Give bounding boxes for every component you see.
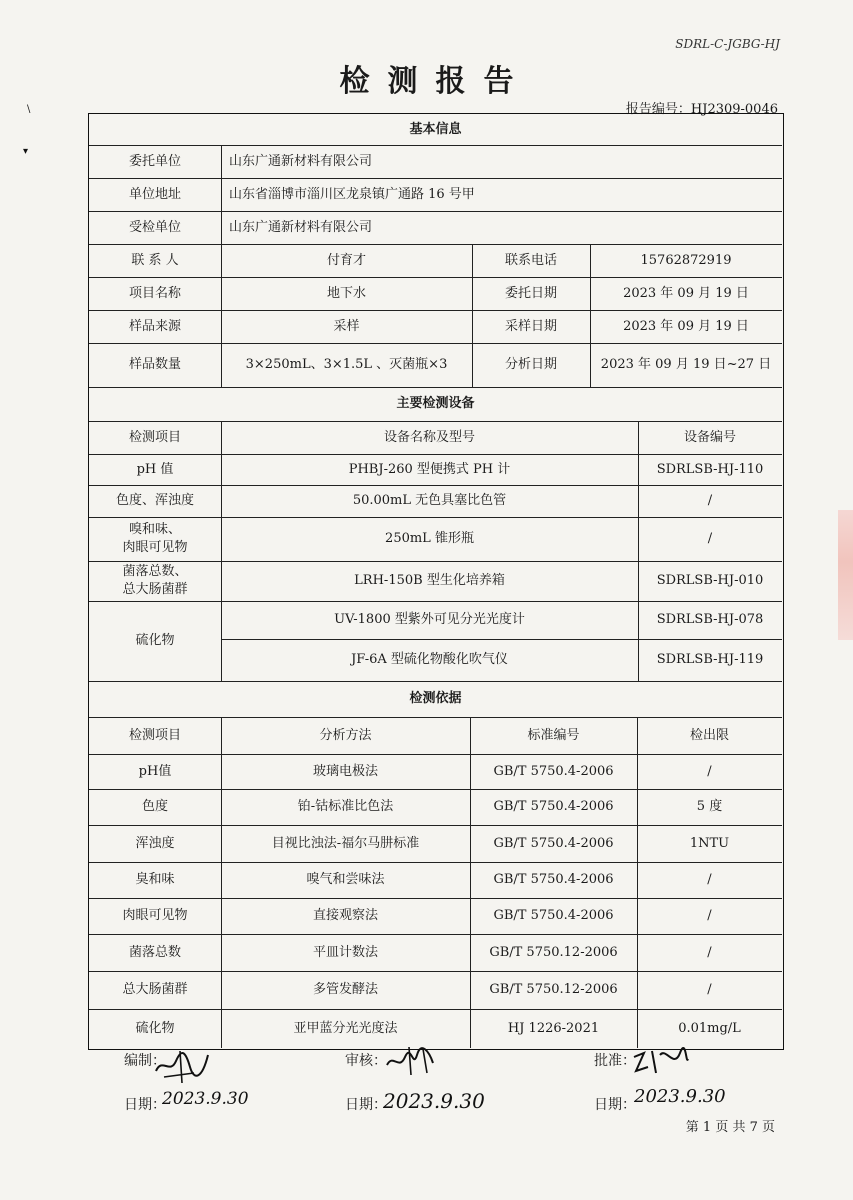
basis-limit: / <box>707 982 712 998</box>
basis-item: 臭和味 <box>135 872 175 888</box>
basis-standard: GB/T 5750.4-2006 <box>493 835 614 851</box>
equipment-col-item: 检测项目 <box>128 429 181 445</box>
page-indicator: 第 1 页 共 7 页 <box>685 1120 775 1135</box>
basis-item: 硫化物 <box>135 1020 175 1036</box>
client-label: 委托单位 <box>128 153 181 169</box>
basis-method: 亚甲蓝分光光度法 <box>293 1020 398 1036</box>
basis-method: 直接观察法 <box>312 908 378 924</box>
basis-limit: / <box>707 944 712 960</box>
equipment-name: LRH-150B 型生化培养箱 <box>354 573 505 589</box>
sample-source-label: 样品来源 <box>128 318 181 334</box>
basis-standard: HJ 1226-2021 <box>507 1020 600 1036</box>
basis-standard: GB/T 5750.4-2006 <box>493 872 614 888</box>
phone-label: 联系电话 <box>504 252 557 268</box>
reviewed-date-label: 日期： <box>345 1097 387 1113</box>
equipment-id: SDRLSB-HJ-078 <box>656 612 764 628</box>
basis-item: 菌落总数 <box>128 944 181 960</box>
report-number-label: 报告编号： <box>625 102 691 117</box>
basis-method: 多管发酵法 <box>312 982 378 998</box>
basis-col-method: 分析方法 <box>319 727 372 743</box>
basis-limit: / <box>707 763 712 779</box>
basis-method: 铂-钴标准比色法 <box>297 799 394 815</box>
prepared-date-label: 日期： <box>124 1097 166 1113</box>
equipment-item-line: 肉眼可见物 <box>122 540 188 555</box>
basis-method: 玻璃电极法 <box>312 763 378 779</box>
equipment-item-line: 菌落总数、 <box>122 564 188 580</box>
prepared-label: 编制： <box>124 1053 166 1069</box>
basis-item: pH值 <box>138 763 172 779</box>
section-equipment: 主要检测设备 <box>396 396 475 412</box>
basis-item: 浑浊度 <box>135 835 175 851</box>
address-value: 山东省淄博市淄川区龙泉镇广通路 16 号甲 <box>229 186 475 202</box>
equipment-item-line: 嗅和味、 <box>128 522 181 538</box>
page-title: 检测报告 <box>339 64 532 99</box>
equipment-item: 硫化物 <box>135 633 175 649</box>
project-value: 地下水 <box>326 285 366 301</box>
basis-limit: 5 度 <box>696 799 723 815</box>
sample-quantity-label: 样品数量 <box>128 357 181 373</box>
prepared-date: 2023.9.30 <box>162 1089 249 1109</box>
basis-standard: GB/T 5750.4-2006 <box>493 763 614 779</box>
equipment-name: 50.00mL 无色具塞比色管 <box>352 493 507 509</box>
report-number-value: HJ2309-0046 <box>690 102 778 117</box>
seal-stamp-edge <box>838 510 853 640</box>
equipment-id: SDRLSB-HJ-010 <box>656 573 764 589</box>
equipment-name: 250mL 锥形瓶 <box>385 531 474 547</box>
basis-standard: GB/T 5750.4-2006 <box>493 799 614 815</box>
section-basis: 检测依据 <box>409 691 462 707</box>
sample-source-value: 采样 <box>333 318 360 334</box>
basis-limit: 1NTU <box>689 835 730 851</box>
basis-item: 总大肠菌群 <box>122 982 188 998</box>
basis-limit: / <box>707 872 712 888</box>
address-label: 单位地址 <box>128 186 181 202</box>
project-label: 项目名称 <box>128 285 181 301</box>
section-basic-info: 基本信息 <box>409 121 462 137</box>
contact-value: 付育才 <box>326 252 366 268</box>
equipment-id: / <box>707 493 713 509</box>
basis-standard: GB/T 5750.12-2006 <box>489 982 618 998</box>
basis-item: 肉眼可见物 <box>122 908 188 924</box>
approved-date: 2023.9.30 <box>634 1086 726 1107</box>
sampling-date-value: 2023 年 09 月 19 日 <box>623 318 749 334</box>
basis-col-limit: 检出限 <box>689 727 729 743</box>
basis-method: 嗅气和尝味法 <box>306 872 385 888</box>
equipment-name: PHBJ-260 型便携式 PH 计 <box>348 461 511 477</box>
inspected-unit-label: 受检单位 <box>128 219 181 235</box>
analysis-date-value: 2023 年 09 月 19 日~27 日 <box>600 357 772 373</box>
scan-mark: \ <box>27 104 31 115</box>
basis-method: 目视比浊法-福尔马肼标准 <box>271 835 420 851</box>
equipment-id: SDRLSB-HJ-119 <box>656 652 764 668</box>
report-table <box>88 113 784 1050</box>
document-code: SDRL-C-JGBG-HJ <box>675 37 780 51</box>
basis-limit: / <box>707 908 712 924</box>
approved-label: 批准： <box>594 1053 636 1069</box>
reviewed-date: 2023.9.30 <box>383 1089 485 1113</box>
entrust-date-value: 2023 年 09 月 19 日 <box>623 285 749 301</box>
equipment-col-name: 设备名称及型号 <box>383 429 475 445</box>
equipment-item: 色度、浑浊度 <box>115 493 194 509</box>
equipment-item <box>89 561 221 601</box>
reviewed-signature <box>383 1043 443 1079</box>
equipment-col-id: 设备编号 <box>683 429 736 445</box>
inspected-unit-value: 山东广通新材料有限公司 <box>229 219 373 235</box>
basis-standard: GB/T 5750.4-2006 <box>493 908 614 924</box>
phone-value: 15762872919 <box>640 252 732 268</box>
equipment-item-line: 总大肠菌群 <box>122 582 188 597</box>
approved-date-label: 日期： <box>594 1097 636 1113</box>
equipment-id: / <box>707 531 713 547</box>
basis-standard: GB/T 5750.12-2006 <box>489 944 618 960</box>
scan-mark: ▾ <box>23 146 29 157</box>
reviewed-label: 审核： <box>345 1053 387 1069</box>
basis-item: 色度 <box>141 799 168 815</box>
equipment-item: pH 值 <box>136 461 174 477</box>
prepared-signature <box>150 1045 215 1087</box>
sample-quantity-value: 3×250mL、3×1.5L 、灭菌瓶×3 <box>245 357 448 373</box>
sampling-date-label: 采样日期 <box>504 318 557 334</box>
equipment-id: SDRLSB-HJ-110 <box>656 461 764 477</box>
basis-col-item: 检测项目 <box>128 727 181 743</box>
basis-col-standard: 标准编号 <box>527 727 580 743</box>
equipment-name: JF-6A 型硫化物酸化吹气仪 <box>351 652 508 668</box>
basis-limit: 0.01mg/L <box>678 1020 741 1036</box>
entrust-date-label: 委托日期 <box>504 285 557 301</box>
client-value: 山东广通新材料有限公司 <box>229 153 373 169</box>
equipment-name: UV-1800 型紫外可见分光光度计 <box>334 612 525 628</box>
basis-method: 平皿计数法 <box>312 944 378 960</box>
analysis-date-label: 分析日期 <box>504 357 557 373</box>
equipment-item <box>89 517 221 561</box>
contact-label: 联 系 人 <box>131 252 179 268</box>
approved-signature <box>630 1043 690 1079</box>
